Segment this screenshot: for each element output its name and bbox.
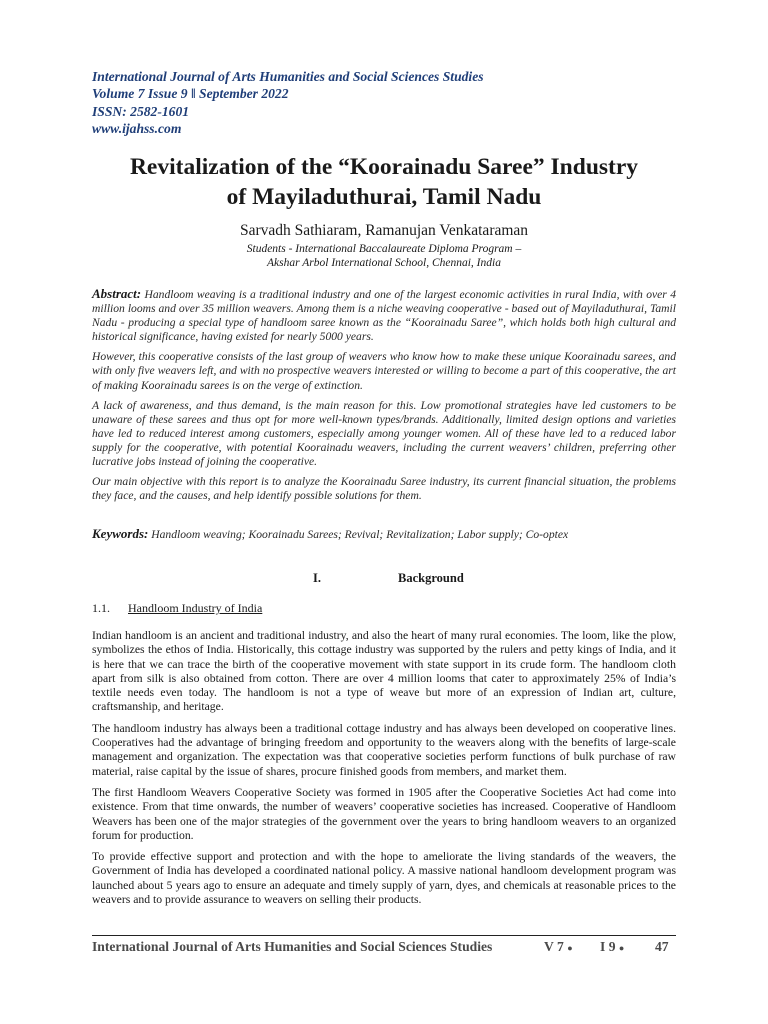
abstract-paragraph: However, this cooperative consists of the last group of weavers who know how to make these unique Koorainadu sarees, and with only five weavers left, and with no prospective weavers interested or willing to become a part of this cooperative, the art of making Koorainadu sarees is on the verge of extinction.: [92, 350, 676, 392]
footer-issue: [600, 939, 624, 955]
abstract-text: Handloom weaving is a traditional industry and one of the largest economic activities in rural India, with over 4 million looms and over 35 million weavers. Among them is a niche weaving cooperative - based out of Mayiladuthurai, Tamil Nadu - producing a special type of handloom saree known as the “Koorainadu Saree”, which holds both high cultural and historical significance, having existed for nearly 5000 years.: [92, 288, 676, 344]
footer-volume: [544, 939, 573, 955]
footer-page-number: 47: [655, 939, 669, 954]
journal-header: [92, 68, 484, 138]
subsection-heading: [92, 601, 262, 616]
abstract: [92, 287, 676, 509]
bullet-icon: ●: [567, 942, 573, 953]
affiliation-line-2: Akshar Arbol International School, Chennai, India: [267, 257, 501, 269]
journal-issn: ISSN: 2582-1601: [92, 103, 190, 119]
journal-volume-line: Volume 7 Issue 9 ‖ September 2022: [92, 86, 289, 102]
section-number: I.: [313, 571, 321, 585]
bullet-icon: ●: [618, 942, 625, 953]
body-paragraph: To provide effective support and protection and with the hope to ameliorate the living standards of the weavers, the Government of India has developed a coordinated national policy. A massive national handloom development program was launched about 5 years ago to ensure an adequate and timely supply of yarn, dyes, and chemicals at reasonable prices to the weavers and to provide assurance to weavers on selling their products.: [92, 850, 676, 907]
journal-name: International Journal of Arts Humanities and Social Sciences Studies: [92, 69, 484, 84]
subsection-number: 1.1.: [92, 601, 110, 615]
body-paragraph: Indian handloom is an ancient and traditional industry, and also the heart of many rural economies. The loom, like the plow, symbolizes the ethos of India. Historically, this cottage industry was supported by the rulers and petty kings of India, and it is here that we can trace the birth of the cooperative movement with state support in its crude form. The handloom cloth apart from silk is also obtained from cotton. There are over 4 million looms that cater to approximately 25% of India’s textile needs even today. The handloom is not a type of weave but more of an expression of Indian art, culture, craftsmanship, and heritage.: [92, 629, 676, 714]
affiliation-line-1: Students - International Baccalaureate Diploma Program –: [246, 243, 522, 255]
abstract-paragraph: Our main objective with this report is to analyze the Koorainadu Saree industry, its current financial situation, the problems they face, and the causes, and help identify possible solutions for them.: [92, 475, 676, 503]
footer-issue-text: I 9: [600, 939, 616, 954]
section-title: Background: [398, 571, 464, 585]
journal-website[interactable]: www.ijahss.com: [92, 121, 182, 137]
body-paragraph: The first Handloom Weavers Cooperative Society was formed in 1905 after the Cooperative Societies Act had come into existence. From that time onwards, the number of weavers’ cooperative societies has increased. Cooperative of Handloom Weavers has been one of the major strategies of the government over the years to bring handloom weavers to an organized forum for production.: [92, 785, 676, 842]
body-paragraph: The handloom industry has always been a traditional cottage industry and has always been developed on cooperative lines. Cooperatives had the advantage of bringing freedom and opportunity to the weavers along with the benefits of large-scale management and organization. The expectation was that cooperative societies perform functions of bulk purchase of raw material, raise capital by the issue of shares, procure finished goods from members, and market them.: [92, 721, 676, 778]
abstract-label: Abstract:: [92, 286, 142, 301]
paper-title: [92, 152, 676, 212]
footer-journal-name: International Journal of Arts Humanities and Social Sciences Studies: [92, 939, 493, 954]
keywords: [92, 526, 676, 542]
footer-volume-text: V 7: [544, 939, 564, 954]
paper-affiliation: [92, 242, 676, 270]
paper-authors: Sarvadh Sathiaram, Ramanujan Venkataraman: [239, 222, 529, 239]
body-text: [92, 629, 676, 914]
footer-divider: [92, 935, 676, 936]
subsection-title: Handloom Industry of India: [128, 601, 263, 615]
keywords-label: Keywords:: [92, 526, 149, 541]
abstract-paragraph: [92, 287, 676, 344]
keywords-text: Handloom weaving; Koorainadu Sarees; Revival; Revitalization; Labor supply; Co-optex: [151, 528, 569, 541]
paper-title-line-1: Revitalization of the “Koorainadu Saree” Industry: [129, 154, 639, 180]
abstract-paragraph: A lack of awareness, and thus demand, is the main reason for this. Low promotional strategies have led customers to be unaware of these sarees and thus opt for more well-known types/brands. Additionally, limited design options and varieties have led to reduced interest among customers, especially among younger women. All of these have led to a reduced labor supply for the cooperative, with potential Koorainadu weavers, including the current weavers’ children, preferring other lucrative jobs instead of joining the cooperative.: [92, 398, 676, 469]
paper-title-line-2: of Mayiladuthurai, Tamil Nadu: [226, 184, 542, 210]
